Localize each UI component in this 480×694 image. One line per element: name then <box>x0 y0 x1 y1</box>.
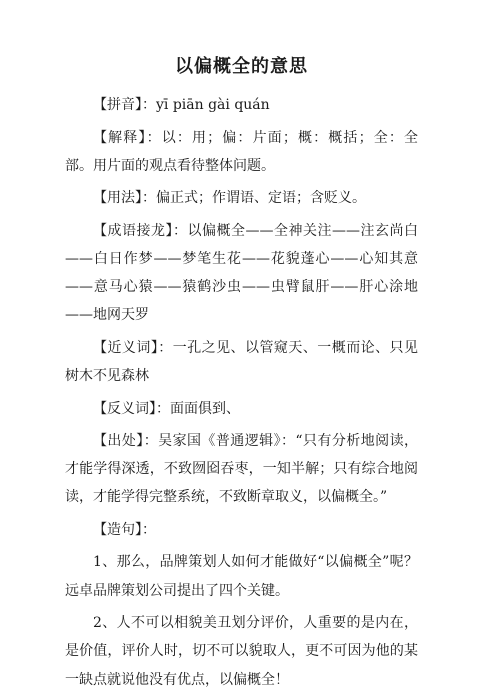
explanation-label: 【解释】 <box>93 129 147 146</box>
source-text: ：吴家国《普通逻辑》：“只有分析地阅读，才能学得深透，不致囫囵吞枣，一知半解；只有综合地阅读，才能学得完整系统，不致断章取义，以偏概全。” <box>65 433 419 506</box>
pinyin-paragraph <box>65 91 418 119</box>
idiom-chain-paragraph <box>65 217 418 330</box>
antonyms-paragraph <box>65 395 418 423</box>
synonyms-text: ：一孔之见、以管窥天、一概而论、只见树木不见森林 <box>65 339 419 385</box>
examples-heading-paragraph <box>65 516 418 544</box>
document-body <box>65 91 418 694</box>
pinyin-text: ：yī piān gài quán <box>142 97 270 113</box>
example-sentence-1 <box>65 548 418 604</box>
idiom-chain-text: ：以偏概全——全神关注——注玄尚白——白日作梦——梦笔生花——花貌蓬心——心知其意——意马心猿——猿鹤沙虫——虫臂鼠肝——肝心涂地——地网天罗 <box>65 222 418 324</box>
antonyms-text: ：面面俱到、 <box>156 400 240 417</box>
antonyms-label: 【反义词】 <box>93 400 156 417</box>
examples-label: 【造句】 <box>93 521 142 538</box>
source-label: 【出处】 <box>93 433 144 450</box>
source-paragraph <box>65 427 418 512</box>
explanation-paragraph <box>65 124 418 180</box>
usage-text: ：偏正式；作谓语、定语；含贬义。 <box>142 190 366 207</box>
pinyin-label: 【拼音】 <box>93 97 142 113</box>
page-title: 以偏概全的意思 <box>175 56 308 77</box>
idiom-chain-label: 【成语接龙】 <box>93 222 173 239</box>
example-sentence-2 <box>65 609 418 694</box>
examples-text: ： <box>142 521 156 538</box>
explanation-text: ：以：用；偏：片面；概：概括；全：全部。用片面的观点看待整体问题。 <box>65 129 419 174</box>
example-sentence-1-text: 1、那么，品牌策划人如何才能做好“以偏概全”呢？远卓品牌策划公司提出了四个关键。 <box>65 554 418 599</box>
example-sentence-2-text: 2、人不可以相貌美丑划分评价，人重要的是内在，是价值，评价人时，切不可以貌取人，更不可因为他的某一缺点就说他没有优点，以偏概全！ <box>65 615 418 688</box>
usage-paragraph <box>65 184 418 212</box>
synonyms-label: 【近义词】 <box>93 339 159 356</box>
usage-label: 【用法】 <box>93 190 142 207</box>
synonyms-paragraph <box>65 334 418 390</box>
